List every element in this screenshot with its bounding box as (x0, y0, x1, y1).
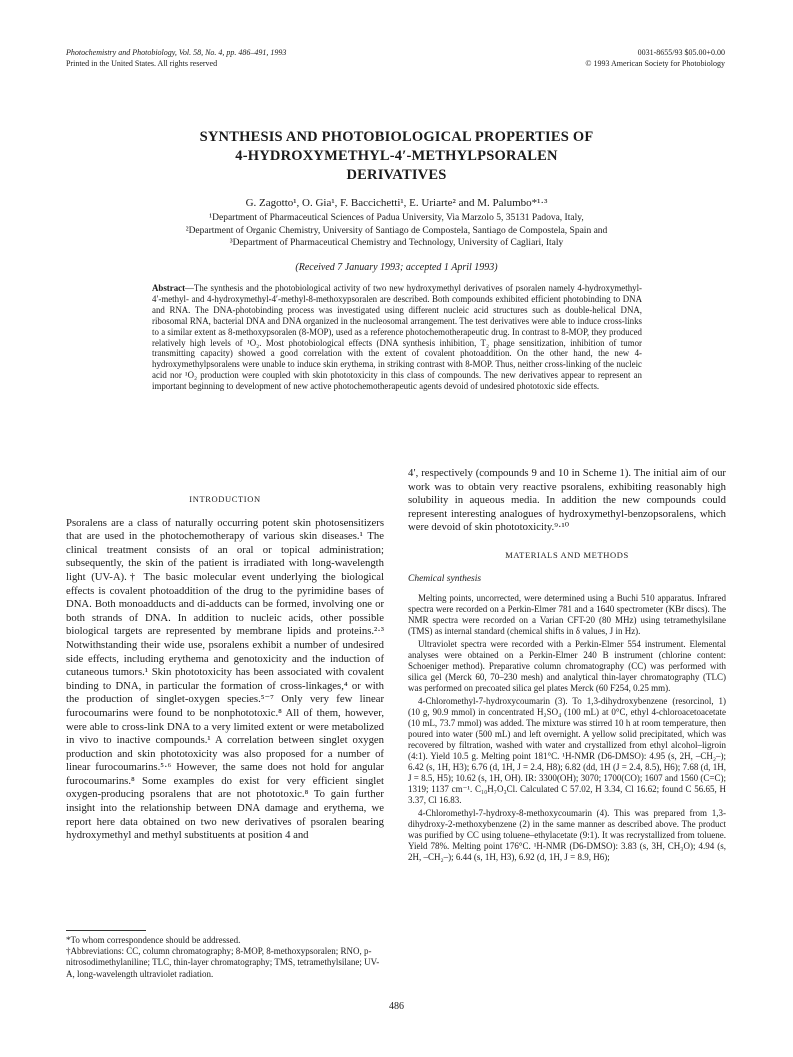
left-column (66, 493, 384, 843)
copyright-line: © 1993 American Society for Photobiology (585, 59, 725, 68)
issn-line: 0031-8655/93 $05.00+0.00 (637, 48, 725, 57)
methods-subheading: Chemical synthesis (408, 573, 482, 584)
footnote-correspondence: *To whom correspondence should be addressed. (66, 935, 241, 945)
copyright-block (585, 47, 725, 69)
title-line-3: DERIVATIVES (346, 167, 447, 183)
title-line-1: SYNTHESIS AND PHOTOBIOLOGICAL PROPERTIES OF (199, 129, 594, 145)
affiliation-3: ³Department of Pharmaceutical Chemistry and Technology, University of Cagliari, Italy (229, 238, 564, 248)
title-line-2: 4-HYDROXYMETHYL-4′-METHYLPSORALEN (235, 148, 558, 164)
affiliations (66, 212, 727, 250)
footnotes (66, 935, 384, 980)
footnote-divider (66, 930, 146, 931)
methods-heading: MATERIALS AND METHODS (505, 549, 629, 560)
abstract-label: Abstract (152, 283, 186, 293)
footnote-abbreviations: †Abbreviations: CC, column chromatography; 8-MOP, 8-methoxypsoralen; RNO, p-nitrosodimethylaniline; TLC, thin-layer chromatography; TMS, tetramethylsilane; UV-A, long-wavelength ultraviolet radiation. (66, 946, 380, 979)
right-column (408, 467, 726, 865)
page-number: 486 (389, 1001, 404, 1012)
received-dates: (Received 7 January 1993; accepted 1 April 1993) (295, 262, 498, 273)
methods-paragraph-3: 4-Chloromethyl-7-hydroxycoumarin (3). To 1,3-dihydroxybenzene (resorcinol, 1) (10 g, 90.9 mmol) in concentrated H₂SO₄ (100 mL) at 0°C, ethyl 4-chloroacetoacetate (10 mL, 73.7 mmol) was added. The mixture was stirred 10 h at room temperature, then poured into water (500 mL) and left overnight. A yellow solid precipitated, which was recovered by filtration, washed with water and crystallized from ethyl alcohol–ligroin (4:1). Yield 10.5 g. Melting point 181°C. ¹H-NMR (D6-DMSO): 4.95 (s, 2H, –CH₂–); 6.42 (s, 1H, H3); 6.76 (d, 1H, J = 2.4, H8); 6.82 (dd, 1H (J = 2.4, 8.5), H6); 7.68 (d, 1H, J = 8.5, H5); 10.62 (s, 1H, OH). IR: 3300(OH); 3070; 1700(CO); 1607 and 1560 (C=C); 1319; 1137 cm⁻¹. C₁₀H₇O₃Cl. Calculated C 57.02, H 3.34, Cl 16.62; found C 56.65, H 3.37, Cl 16.83. (408, 696, 726, 806)
methods-paragraph-4: 4-Chloromethyl-7-hydroxy-8-methoxycoumarin (4). This was prepared from 1,3-dihydroxy-2-methoxybenzene (2) in the same manner as described above. The product was purified by CC using toluene–ethylacetate (9:1). It was recrystallized from toluene. Yield 78%. Melting point 176°C. ¹H-NMR (D6-DMSO): 3.83 (s, 3H, CH₃O); 4.94 (s, 2H, –CH₂–); 6.44 (s, 1H, H3), 6.92 (d, 1H, J = 8.9, H6); (408, 808, 726, 863)
affiliation-1: ¹Department of Pharmaceutical Sciences of Padua University, Via Marzolo 5, 35131 Padova, Italy, (209, 213, 584, 223)
journal-line-1: Photochemistry and Photobiology, Vol. 58, No. 4, pp. 486–491, 1993 (66, 48, 287, 57)
introduction-heading: INTRODUCTION (189, 494, 261, 504)
introduction-text: Psoralens are a class of naturally occurring potent skin photosensitizers that are used in the photochemotherapy of various skin diseases.¹ The clinical treatment consists of an oral or topical administration; subsequently, the skin of the patient is irradiated with long-wavelength light (UV-A).† The basic molecular event underlying the biological effects is covalent photoaddition of the drug to the pyrimidine bases of DNA. Both monoadducts and di-adducts can be formed, involving one or both strands of DNA. In addition to nucleic acids, other possible biological targets are represented by membrane lipids and proteins.²·³ Notwithstanding their wide use, psoralens exhibit a number of undesired side effects, including erythema and genotoxicity and the induction of cutaneous tumors.¹ Skin phototoxicity has been associated with covalent binding to DNA, in particular the formation of cross-linkages,⁴ or with the production of singlet-oxygen species.⁵⁻⁷ Only very few linear furocoumarins were found to be nonphototoxic.⁸ All of them, however, were able to cross-link DNA to a very limited extent or were metabolized in vivo to inactive compounds.¹ A correlation between singlet oxygen production and skin phototoxicity was also proposed for a number of linear furocoumarins.⁵·⁶ However, the same does not hold for angular furocoumarins.⁸ Some examples do exist for very efficient singlet oxygen-producing psoralens that are not phototoxic.⁸ To gain further insight into the relationship between DNA damage and erythema, we report here data obtained on two new derivatives of psoralen bearing hydroxymethyl and methyl substituents at position 4 and (66, 516, 384, 842)
journal-line-2: Printed in the United States. All rights reserved (66, 59, 218, 68)
affiliation-2: ²Department of Organic Chemistry, University of Santiago de Compostela, Santiago de Compostela, Spain and (185, 225, 608, 236)
methods-paragraph-2: Ultraviolet spectra were recorded with a Perkin-Elmer 554 instrument. Elemental analyses were obtained on a Perkin-Elmer 240 B instrument (chlorine content: Schoeniger method). Preparative column chromatography (CC) was performed with silica gel (Merck 60, 70–230 mesh) and analytical thin-layer chromatography (TLC) was performed on precoated silica gel plates Merck (60 F254, 0.25 mm). (408, 639, 726, 694)
journal-citation (66, 47, 286, 69)
abstract-text: —The synthesis and the photobiological activity of two new hydroxymethyl derivatives of psoralen namely 4-hydroxymethyl-4′-methyl- and 4-hydroxymethyl-4′-methyl-8-methoxypsoralen are described. Both compounds exhibited efficient photobinding to DNA and RNA. The DNA-photobinding process was investigated using different nucleic acid structures such as double-helical DNA, ribosomal RNA, bacterial DNA and DNA organized in the nucleosomal arrangement. The test derivatives were able to induce cross-links to a similar extent as 8-methoxypsoralen (8-MOP), used as a reference photochemotherapeutic drug. In contrast to 8-MOP, they produced relatively high levels of ¹O₂. Most photobiological effects (DNA synthesis inhibition, T₂ phage sensitization, inhibition of tumor transmitting capacity) showed a good correlation with the extent of covalent photoaddition. On the other hand, the new 4-hydroxymethylpsoralens were unable to induce skin erythema, in striking contrast with 8-MOP. Thus, neither cross-linking of the nucleic acid nor ¹O₂ production were coupled with skin phototoxicity in this class of compounds. The new derivatives appear to represent an important beginning to development of new active photochemotherapeutic agents devoid of undesired phototoxic side effects. (152, 283, 642, 392)
methods-paragraph-1: Melting points, uncorrected, were determined using a Buchi 510 apparatus. Infrared spectra were recorded on a Perkin-Elmer 781 and a 1640 spectrometer (KBr discs). The NMR spectra were recorded on a Varian CFT-20 (80 MHz) using tetramethylsilane (TMS) as internal standard (chemical shifts in δ values, J in Hz). (408, 593, 726, 637)
author-list: G. Zagotto¹, O. Gia¹, F. Baccichetti¹, E. Uriarte² and M. Palumbo*¹·³ (245, 197, 548, 209)
paper-title (120, 128, 673, 185)
abstract (152, 283, 642, 392)
introduction-continuation: 4′, respectively (compounds 9 and 10 in Scheme 1). The initial aim of our work was to obtain very reactive psoralens, exhibiting reasonably high solubility in aqueous media. In addition the new compounds could represent interesting analogues of hydroxymethyl-benzopsoralens, which were devoid of skin phototoxicity.⁹·¹⁰ (408, 467, 726, 534)
